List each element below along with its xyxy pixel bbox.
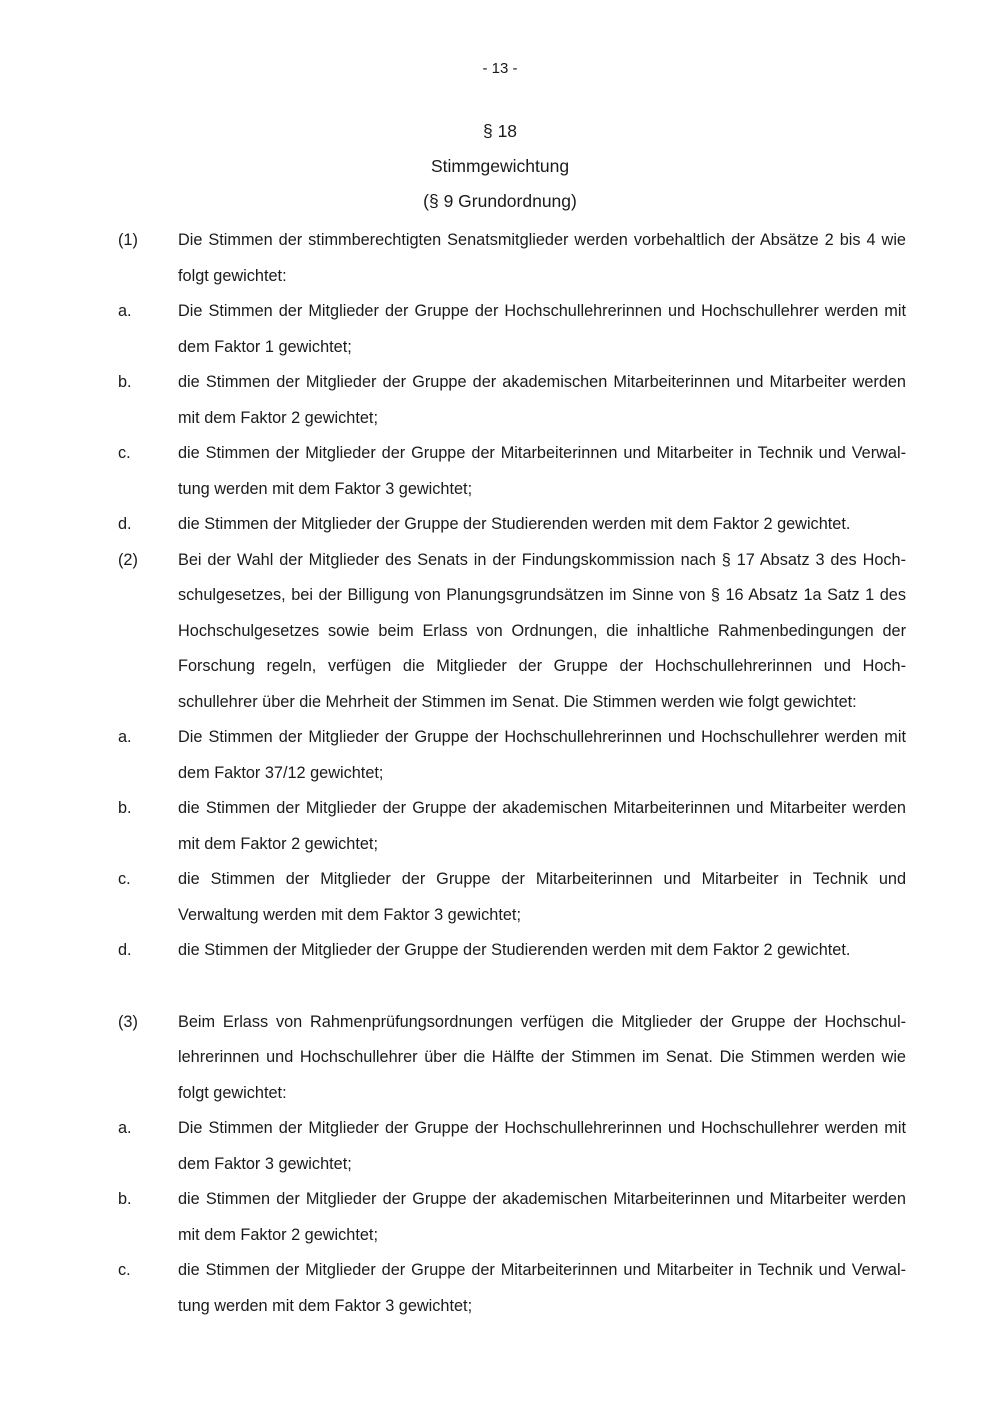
- list-item-label: b.: [118, 373, 132, 391]
- list-item: [118, 933, 906, 969]
- paragraph-text: Bei der Wahl der Mitglieder des Senats in der Findungskommission nach § 17 Absatz 3 des Hochschulgesetzes, bei der Billigung von Planungsgrundsätzen im Sinne von § 16 Absatz 1a Satz 1 des Hochschulgesetzes sowie beim Erlass von Ordnungen, die inhaltliche Rahmenbedingungen der Forschung regeln, verfügen die Mitglieder der Gruppe der Hochschullehrerinnen und Hochschullehrer über die Mehrheit der Stimmen im Senat. Die Stimmen werden wie folgt gewichtet:: [178, 550, 906, 711]
- list-item-label: a.: [118, 728, 132, 746]
- list-item-label: a.: [118, 302, 132, 320]
- list-item-text: Die Stimmen der Mitglieder der Gruppe der Hochschullehrerinnen und Hochschullehrer werden mit dem Faktor 37/12 gewichtet;: [178, 728, 906, 782]
- section-title: Stimmgewichtung: [430, 156, 570, 176]
- paragraph-label: (1): [118, 231, 138, 249]
- list-item: [118, 720, 906, 791]
- list-item-text: die Stimmen der Mitglieder der Gruppe der akademischen Mitarbeiterinnen und Mitarbeiter werden mit dem Faktor 2 gewichtet;: [178, 799, 906, 853]
- list-item: [118, 1182, 906, 1253]
- list-item: [118, 507, 906, 543]
- list-item-text: die Stimmen der Mitglieder der Gruppe der Mitarbeiterinnen und Mitarbeiter in Technik und Verwaltung werden mit dem Faktor 3 gewichtet;: [178, 1261, 906, 1315]
- paragraph-3: [118, 1005, 906, 1112]
- list-item-label: d.: [118, 515, 132, 533]
- list-item-label: c.: [118, 444, 131, 462]
- paragraph-1: [118, 223, 906, 294]
- paragraph-spacer: [118, 969, 906, 1005]
- list-item-text: die Stimmen der Mitglieder der Gruppe der akademischen Mitarbeiterinnen und Mitarbeiter werden mit dem Faktor 2 gewichtet;: [178, 373, 906, 427]
- list-item: [118, 862, 906, 933]
- page-number: - 13 -: [482, 60, 518, 77]
- paragraph-text: Beim Erlass von Rahmenprüfungsordnungen verfügen die Mitglieder der Gruppe der Hochschullehrerinnen und Hochschullehrer über die Hälfte der Stimmen im Senat. Die Stimmen werden wie folgt gewichtet:: [178, 1012, 906, 1102]
- list-item-label: d.: [118, 941, 132, 959]
- paragraph-label: (3): [118, 1012, 138, 1031]
- list-item-label: b.: [118, 1190, 132, 1208]
- list-item: [118, 791, 906, 862]
- list-item-text: die Stimmen der Mitglieder der Gruppe der Studierenden werden mit dem Faktor 2 gewichtet.: [178, 941, 851, 959]
- list-item: [118, 1111, 906, 1182]
- list-item-label: a.: [118, 1119, 132, 1137]
- list-item: [118, 365, 906, 436]
- paragraph-label: (2): [118, 550, 138, 569]
- list-item-text: Die Stimmen der Mitglieder der Gruppe der Hochschullehrerinnen und Hochschullehrer werden mit dem Faktor 3 gewichtet;: [178, 1119, 906, 1173]
- paragraph-2: [118, 543, 906, 721]
- list-item: [118, 294, 906, 365]
- list-item: [118, 436, 906, 507]
- list-item-label: b.: [118, 799, 132, 817]
- document-body: [118, 223, 906, 1324]
- section-number: § 18: [482, 121, 518, 141]
- list-item-label: c.: [118, 870, 131, 888]
- list-item-text: die Stimmen der Mitglieder der Gruppe der Studierenden werden mit dem Faktor 2 gewichtet.: [178, 515, 851, 533]
- list-item-text: Die Stimmen der Mitglieder der Gruppe der Hochschullehrerinnen und Hochschullehrer werden mit dem Faktor 1 gewichtet;: [178, 302, 906, 356]
- list-item-text: die Stimmen der Mitglieder der Gruppe der akademischen Mitarbeiterinnen und Mitarbeiter werden mit dem Faktor 2 gewichtet;: [178, 1190, 906, 1244]
- list-item-text: die Stimmen der Mitglieder der Gruppe der Mitarbeiterinnen und Mitarbeiter in Technik und Verwaltung werden mit dem Faktor 3 gewichtet;: [178, 870, 906, 924]
- list-item-label: c.: [118, 1261, 131, 1279]
- list-item: [118, 1253, 906, 1324]
- paragraph-text: Die Stimmen der stimmberechtigten Senatsmitglieder werden vorbehaltlich der Absätze 2 bis 4 wie folgt gewichtet:: [178, 231, 906, 285]
- section-reference: (§ 9 Grundordnung): [423, 191, 577, 211]
- list-item-text: die Stimmen der Mitglieder der Gruppe der Mitarbeiterinnen und Mitarbeiter in Technik und Verwaltung werden mit dem Faktor 3 gewichtet;: [178, 444, 906, 498]
